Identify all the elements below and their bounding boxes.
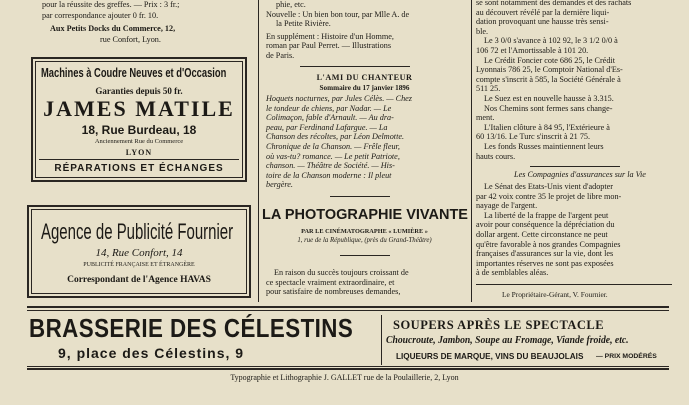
footer-imprint: Typographie et Lithographie J. GALLET rue de la Poulaillerie, 2, Lyon: [230, 373, 459, 382]
banner-rule-vertical: [381, 315, 382, 365]
banner-address: 9, place des Célestins, 9: [58, 345, 245, 361]
banner-menu: Choucroute, Jambon, Soupe au Fromage, Viande froide, etc.: [386, 335, 629, 346]
col1-top-line3: Aux Petits Docks du Commerce, 12,: [50, 24, 176, 33]
ad-james-matile-guarantee: Garanties depuis 50 fr.: [95, 86, 183, 96]
ami-title: L'AMI DU CHANTEUR: [316, 73, 413, 82]
col2-top-line: la Petite Rivière.: [276, 19, 331, 29]
col2-top-line: En supplément : Histoire d'un Homme,: [266, 31, 394, 41]
col3-line: 511 25.: [476, 84, 501, 94]
ad-james-matile-address: 18, Rue Burdeau, 18: [81, 123, 197, 137]
col3-line: L'Italien clôture à 84 95, l'Extérieure à: [484, 122, 610, 132]
col3-line: Le Crédit Foncier cote 686 25, le Crédit: [484, 55, 615, 65]
col2-divider-3: [340, 255, 390, 256]
photo-line: En raison du succès toujours croissant de: [274, 268, 409, 277]
photo-by: PAR LE CINÉMATOGRAPHE « LUMIÈRE »: [301, 228, 428, 235]
col3-section-line: Le Sénat des Etats-Unis vient d'adopter: [484, 182, 614, 191]
ami-line: le tondeur de chiens, par Nadar. — Le: [266, 103, 392, 113]
col3-section-block: [476, 182, 621, 278]
col3-line: Nos Chemins sont fermes sans change-: [484, 103, 613, 113]
col3-section-title: Les Compagnies d'assurances sur la Vie: [514, 170, 646, 179]
ami-summary: Sommaire du 17 janvier 1896: [319, 84, 410, 92]
col3-line: ble.: [476, 26, 489, 36]
ami-line: bergère.: [266, 180, 293, 190]
col3-section-line: dollar argent. Cette circonstance ne peut: [476, 229, 608, 239]
ami-line: Hoquets nocturnes, par Jules Célès. — Chez: [266, 94, 412, 103]
ad-james-matile: [31, 57, 247, 182]
col3-section-line: importantes réserves ne sont pas exposées: [476, 258, 614, 268]
col3-line: ment.: [476, 113, 495, 123]
col2-top-line: de Paris.: [266, 50, 295, 60]
col1-top-line4: rue Confort, Lyon.: [100, 35, 161, 44]
col3-line: au découvert révélé par la dernière liqui-: [476, 7, 610, 17]
banner-top-rule: [27, 306, 669, 308]
col3-line: Le Suez est en nouvelle hausse à 3.315.: [484, 93, 614, 103]
ami-line: chanson. — Théâtre de Société. — His-: [266, 161, 395, 171]
col2-divider-2: [330, 196, 390, 197]
col3-divider-2: [476, 284, 672, 285]
ad-james-matile-city: LYON: [125, 148, 153, 157]
col3-section-line: La liberté de la frappe de l'argent peut: [484, 210, 609, 220]
col2-top-line: phie, etc.: [276, 0, 306, 9]
col2-top-block: [266, 0, 409, 61]
col3-finance-block: [476, 0, 631, 161]
banner-name: BRASSERIE DES CÉLESTINS: [29, 313, 354, 343]
ad-agence-fournier-headline: Agence de Publicité Fournier: [41, 219, 234, 244]
col3-section-line: avoir pour conséquence la dépréciation du: [476, 220, 615, 230]
ad-agence-fournier-footer: Correspondant de l'Agence HAVAS: [67, 275, 211, 285]
col1-top-line2: par correspondance ajouter 0 fr. 10.: [42, 11, 159, 20]
photo-body: [266, 268, 409, 297]
ami-line: Chanson des récoltes, par Léon Delmotte.: [266, 132, 405, 142]
col3-line: 106 72 et l'Amortissable à 101 20.: [476, 45, 589, 55]
col3-line: hauts cours.: [476, 151, 516, 161]
ami-line: où vas-tu? romance. — Le petit Patriote,: [266, 151, 400, 161]
col3-line: dation provoquant une hausse très sensi-: [476, 17, 609, 27]
ad-james-matile-headline: Machines à Coudre Neuves et d'Occasion: [41, 65, 227, 80]
column-rule-left: [258, 0, 259, 302]
ami-line: Chronique de la Chanson. — Frêle fleur,: [266, 141, 400, 151]
ami-line: Colimaçon, fable d'Arnault. — Au dra-: [266, 113, 394, 123]
col3-signature: Le Propriétaire-Gérant, V. Fournier.: [502, 290, 608, 299]
col3-section-line: qu'être favorable à nos grandes Compagnies: [476, 239, 621, 249]
ami-summary-block: [266, 94, 412, 190]
col3-section-line: par 42 voix contre 35 le projet de libre mon-: [476, 191, 622, 201]
col3-section-line: françaises d'assurances sur la vie, dont les: [476, 249, 614, 259]
col3-line: Les fonds Russes maintiennent leurs: [484, 141, 604, 151]
ad-agence-fournier-subline: PUBLICITÉ FRANÇAISE ET ÉTRANGÈRE: [83, 262, 195, 268]
ad-james-matile-divider: [39, 159, 239, 160]
ad-james-matile-footer: RÉPARATIONS ET ÉCHANGES: [54, 163, 224, 174]
col2-top-line: Nouvelle : Un bien bon tour, par Mlle A. de: [266, 9, 410, 19]
column-rule-right: [471, 0, 472, 302]
ad-james-matile-name: JAMES MATILE: [43, 96, 235, 121]
col3-line: Lyonnais 786 25, le Comptoir National d'Es-: [476, 65, 623, 75]
photo-line: ce spectacle vraiment extraordinaire, et: [266, 277, 395, 287]
photo-address: 1, rue de la République, (près du Grand-Théâtre): [297, 237, 432, 244]
col3-line: compte s'inscrit à 585, la Société Générale à: [476, 74, 621, 84]
photo-line: pour satisfaire de nombreuses demandes,: [266, 287, 401, 297]
banner-top-rule-thin: [27, 310, 669, 311]
col3-section-line: à de semblables aléas.: [476, 268, 549, 278]
col3-section-line: nayage de l'argent.: [476, 201, 538, 211]
ad-agence-fournier: [27, 205, 251, 298]
ad-agence-fournier-address: 14, Rue Confort, 14: [95, 247, 183, 259]
banner-soupers: SOUPERS APRÈS LE SPECTACLE: [393, 318, 605, 332]
ami-line: toire de la Chanson moderne : Il pleut: [266, 170, 392, 180]
col3-divider-1: [530, 166, 620, 167]
col3-line: Le 3 0/0 s'avance à 102 92, le 3 1/2 0/0 à: [484, 36, 618, 46]
col3-line: 60 13/16. Le Turc s'inscrit à 21 75.: [476, 132, 591, 142]
banner-liqueurs: LIQUEURS DE MARQUE, VINS DU BEAUJOLAIS: [396, 352, 584, 361]
col3-line: se sont notamment des demandes et des rachats: [476, 0, 632, 7]
col2-top-line: roman par Paul Perret. — Illustrations: [266, 41, 392, 51]
col1-top-line1: pour la réussite des greffes. — Prix : 3 fr.;: [42, 0, 180, 9]
photo-title: LA PHOTOGRAPHIE VIVANTE: [262, 207, 468, 223]
banner-bottom-rule: [27, 366, 669, 367]
col2-divider-1: [300, 66, 410, 67]
banner-bottom-rule-thick: [27, 368, 669, 370]
ad-james-matile-former: Anciennement Rue du Commerce: [94, 138, 184, 145]
banner-prix: — PRIX MODÉRÉS: [596, 353, 657, 360]
ami-line: peau, par Ferdinand Lafargue. — La: [266, 122, 388, 132]
